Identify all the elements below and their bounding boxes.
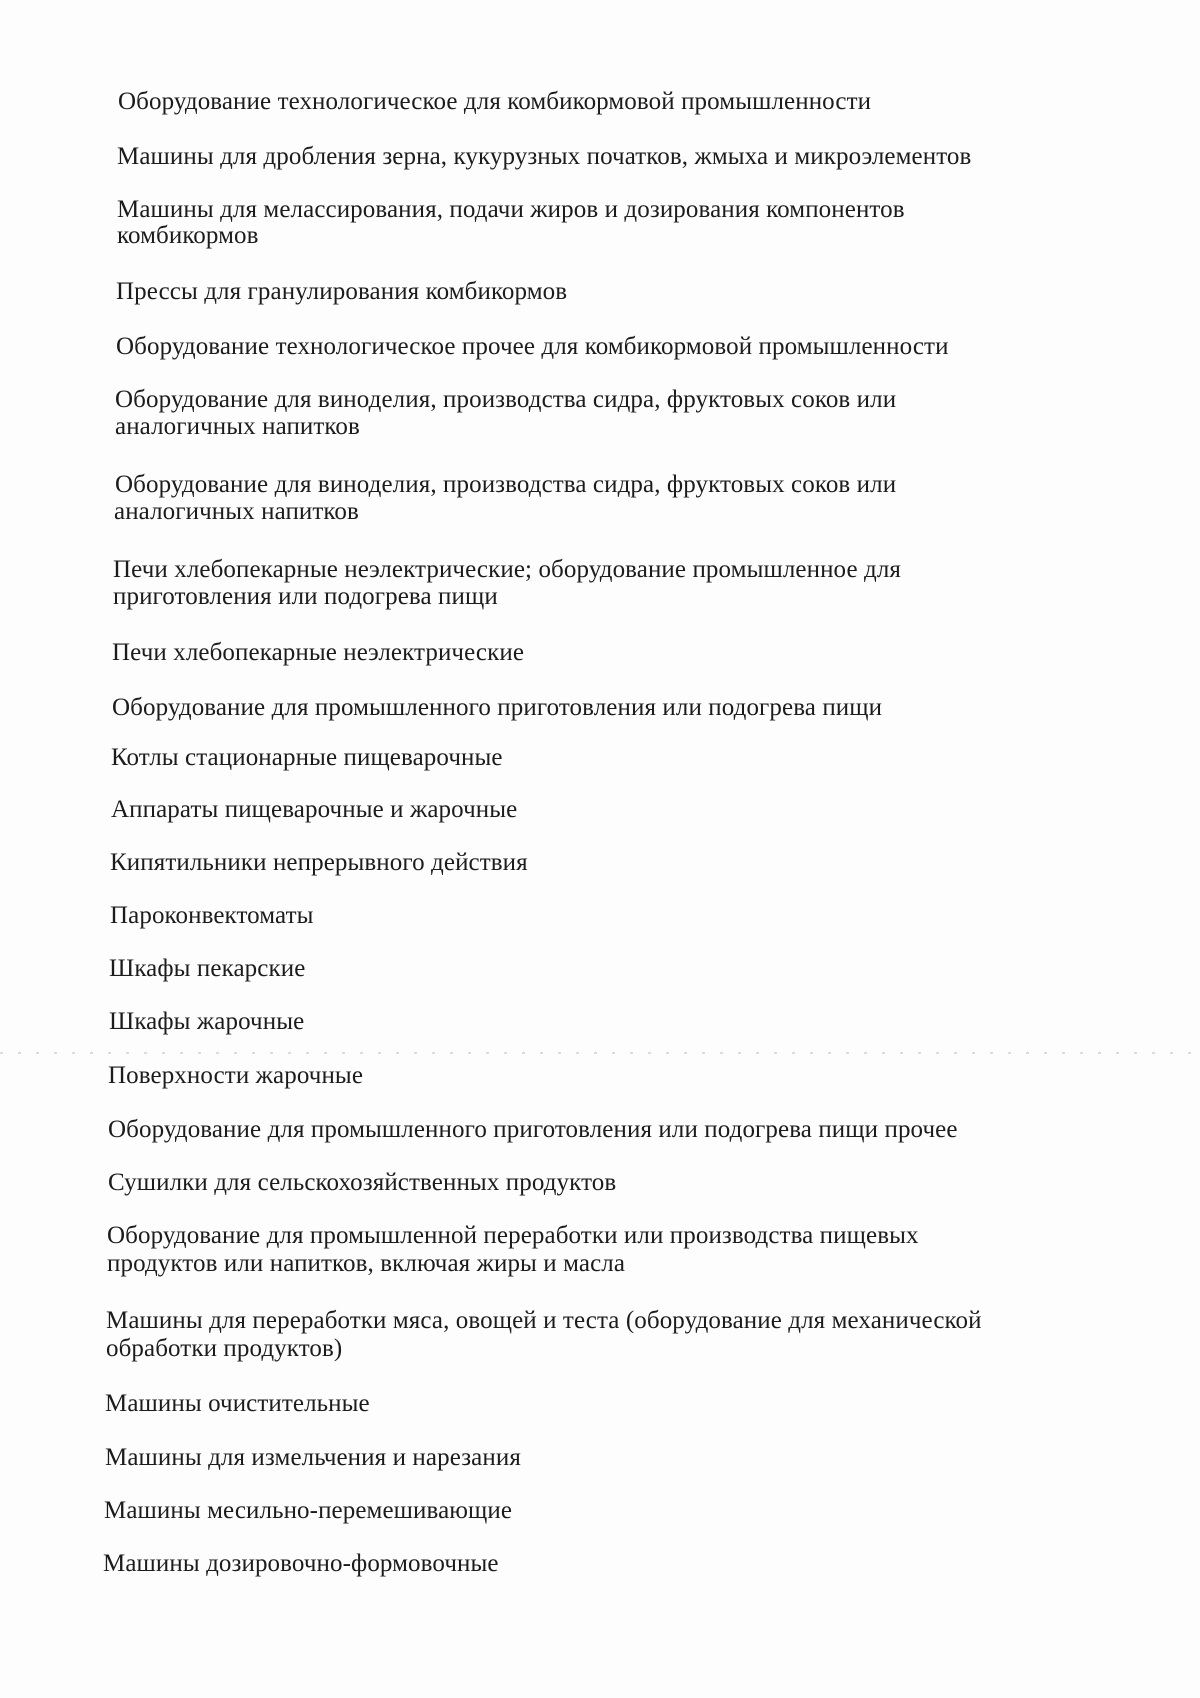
list-item: Машины для дробления зерна, кукурузных початков, жмыха и микроэлементов bbox=[117, 143, 972, 170]
list-item: Сушилки для сельскохозяйственных продуктов bbox=[108, 1169, 617, 1196]
list-item: Оборудование технологическое для комбикормовой промышленности bbox=[118, 88, 872, 115]
list-item: Машины для измельчения и нарезания bbox=[105, 1444, 521, 1471]
list-item: Кипятильники непрерывного действия bbox=[110, 849, 528, 876]
list-item: Шкафы пекарские bbox=[109, 955, 306, 982]
list-item: Котлы стационарные пищеварочные bbox=[111, 744, 503, 771]
list-item-continuation: обработки продуктов) bbox=[106, 1335, 343, 1362]
list-item: Оборудование для виноделия, производства сидра, фруктовых соков или bbox=[115, 471, 897, 498]
list-item: Шкафы жарочные bbox=[109, 1008, 305, 1035]
list-item: Прессы для гранулирования комбикормов bbox=[116, 278, 568, 305]
list-item-continuation: аналогичных напитков bbox=[114, 498, 359, 525]
list-item: Машины для мелассирования, подачи жиров и дозирования компонентов bbox=[117, 196, 905, 223]
list-item: Машины месильно-перемешивающие bbox=[104, 1497, 513, 1524]
list-item: Пароконвектоматы bbox=[110, 902, 314, 929]
list-item: Печи хлебопекарные неэлектрические bbox=[112, 639, 525, 666]
list-item: Машины для переработки мяса, овощей и теста (оборудование для механической bbox=[106, 1307, 982, 1334]
list-item: Оборудование для промышленного приготовления или подогрева пищи прочее bbox=[108, 1116, 958, 1143]
scan-artifact-line bbox=[0, 1052, 1200, 1054]
list-item: Поверхности жарочные bbox=[108, 1062, 364, 1089]
list-item: Оборудование для виноделия, производства сидра, фруктовых соков или bbox=[115, 386, 897, 413]
list-item: Аппараты пищеварочные и жарочные bbox=[111, 796, 518, 823]
list-item: Оборудование для промышленного приготовления или подогрева пищи bbox=[112, 694, 883, 721]
list-item: Машины дозировочно-формовочные bbox=[103, 1550, 499, 1577]
list-item-continuation: комбикормов bbox=[117, 222, 259, 249]
list-item: Машины очистительные bbox=[105, 1390, 370, 1417]
list-item: Печи хлебопекарные неэлектрические; оборудование промышленное для bbox=[113, 556, 901, 583]
list-item: Оборудование технологическое прочее для комбикормовой промышленности bbox=[116, 333, 949, 360]
list-item-continuation: аналогичных напитков bbox=[115, 413, 360, 440]
list-item: Оборудование для промышленной переработки или производства пищевых bbox=[107, 1222, 919, 1249]
list-item-continuation: приготовления или подогрева пищи bbox=[113, 583, 498, 610]
list-item-continuation: продуктов или напитков, включая жиры и масла bbox=[107, 1250, 626, 1277]
